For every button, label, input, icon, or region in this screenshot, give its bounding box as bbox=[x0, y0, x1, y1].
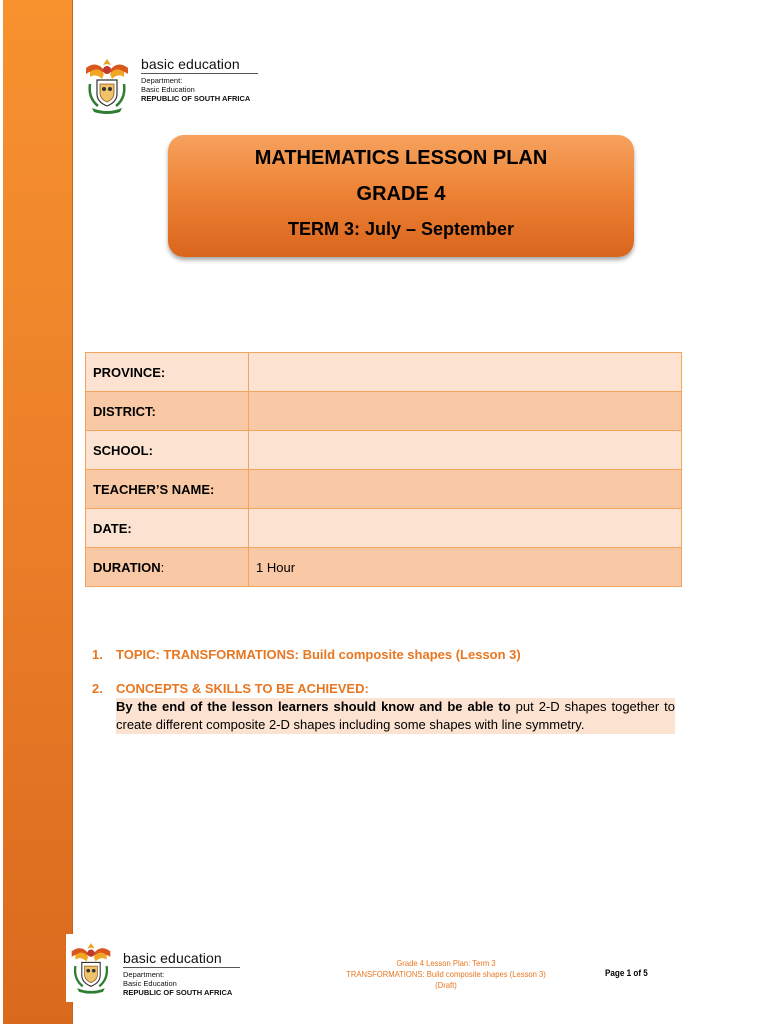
duration-label-text: DURATION bbox=[93, 559, 161, 575]
coat-of-arms-icon bbox=[68, 936, 114, 998]
side-decoration-bar bbox=[0, 0, 73, 1024]
school-label: SCHOOL: bbox=[86, 431, 249, 470]
coat-of-arms-icon bbox=[82, 56, 132, 114]
table-row bbox=[86, 548, 682, 587]
school-field[interactable] bbox=[249, 431, 682, 470]
teacher-name-field[interactable] bbox=[249, 470, 682, 509]
document-title: MATHEMATICS LESSON PLAN bbox=[254, 147, 548, 169]
footer-logo-dept-line1: Department: bbox=[123, 970, 165, 979]
teacher-name-label: TEACHER’S NAME: bbox=[86, 470, 249, 509]
footer-line-2: TRANSFORMATIONS: Build composite shapes (Lesson 3) bbox=[346, 969, 546, 979]
province-label: PROVINCE: bbox=[86, 353, 249, 392]
table-row bbox=[86, 392, 682, 431]
topic-number: 1. bbox=[92, 647, 103, 662]
duration-label bbox=[86, 548, 249, 587]
district-field[interactable] bbox=[249, 392, 682, 431]
table-row bbox=[86, 509, 682, 548]
footer-logo-brand-text: basic education bbox=[123, 950, 240, 968]
logo-dept-line1: Department: bbox=[141, 76, 183, 85]
logo-dept-line2: Basic Education bbox=[141, 84, 195, 94]
duration-label-colon: : bbox=[160, 559, 165, 575]
table-row bbox=[86, 470, 682, 509]
term-label: TERM 3: July – September bbox=[287, 219, 515, 239]
concepts-heading bbox=[92, 681, 369, 696]
table-row bbox=[86, 353, 682, 392]
topic-heading bbox=[92, 647, 521, 662]
concepts-body bbox=[116, 698, 675, 734]
district-label: DISTRICT: bbox=[86, 392, 249, 431]
concepts-number: 2. bbox=[92, 681, 103, 696]
footer-logo-republic-text: REPUBLIC OF SOUTH AFRICA bbox=[123, 988, 233, 997]
duration-field[interactable]: 1 Hour bbox=[249, 548, 682, 587]
footer-department-logo bbox=[66, 934, 244, 1002]
province-field[interactable] bbox=[249, 353, 682, 392]
table-row bbox=[86, 431, 682, 470]
footer-line-3: (Draft) bbox=[435, 980, 457, 990]
footer-logo-dept-line2: Basic Education bbox=[123, 978, 177, 988]
date-field[interactable] bbox=[249, 509, 682, 548]
concepts-text: CONCEPTS & SKILLS TO BE ACHIEVED: bbox=[116, 681, 369, 696]
footer-document-info bbox=[334, 958, 557, 991]
department-logo bbox=[82, 56, 258, 114]
concepts-body-text: put 2-D shapes together to create different composite 2-D shapes including some shapes with line symmetry. bbox=[116, 699, 675, 732]
grade-label: GRADE 4 bbox=[356, 183, 446, 205]
lesson-info-table bbox=[85, 352, 682, 587]
logo-republic-text: REPUBLIC OF SOUTH AFRICA bbox=[141, 94, 251, 103]
footer-line-1: Grade 4 Lesson Plan: Term 3 bbox=[396, 958, 496, 968]
page-number: Page 1 of 5 bbox=[605, 968, 648, 978]
concepts-intro-bold: By the end of the lesson learners should know and be able to bbox=[116, 699, 511, 714]
topic-text: TOPIC: TRANSFORMATIONS: Build composite shapes (Lesson 3) bbox=[116, 647, 521, 662]
date-label: DATE: bbox=[86, 509, 249, 548]
title-banner bbox=[168, 135, 634, 257]
logo-brand-text: basic education bbox=[141, 56, 258, 74]
